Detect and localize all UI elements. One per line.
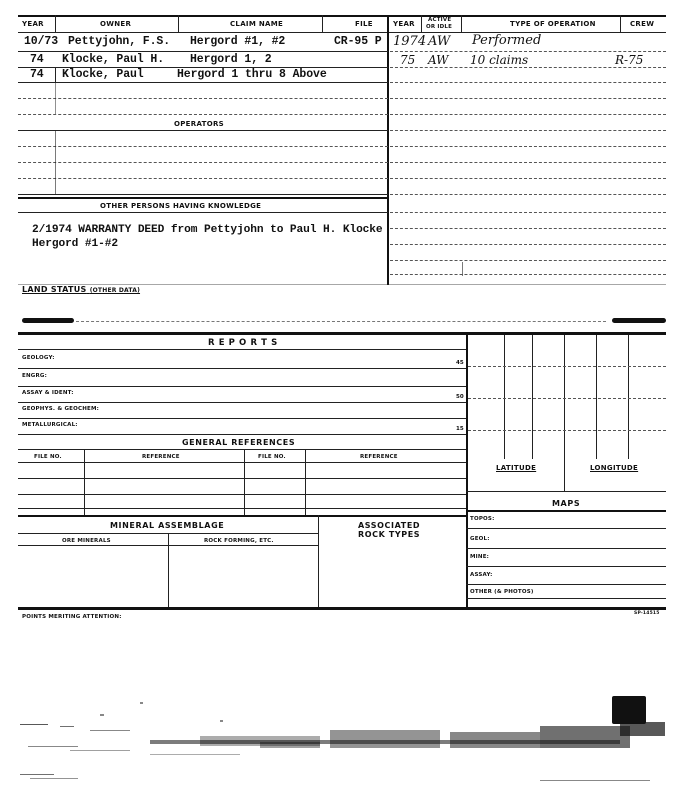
associated-rock-types-line-2: ROCK TYPES [358, 530, 421, 539]
report-assay: ASSAY & IDENT: [22, 390, 74, 396]
land-status-heading: LAND STATUS (OTHER DATA) [22, 285, 141, 294]
owner-row-2-year: 74 [30, 53, 44, 66]
owner-row-3-year: 74 [30, 68, 44, 81]
header-year-2: YEAR [393, 20, 415, 28]
owner-row-3-claim: Hergord 1 thru 8 Above [177, 68, 327, 81]
scan-mark-left [22, 318, 74, 323]
other-persons-line-2: Hergord #1-#2 [32, 238, 118, 250]
report-engrg: ENGRG: [22, 373, 48, 379]
scan-noise [0, 690, 678, 790]
maps-topos: TOPOS: [470, 516, 495, 522]
scan-mark-right [612, 318, 666, 323]
reports-heading: R E P O R T S [208, 338, 278, 348]
report-geophys: GEOPHYS. & GEOCHEM: [22, 406, 100, 412]
maps-geol: GEOL: [470, 536, 490, 542]
owner-row-3-owner: Klocke, Paul [62, 68, 144, 81]
operation-row-2-status: AW [428, 53, 449, 67]
operators-heading: OPERATORS [174, 120, 224, 128]
other-persons-heading: OTHER PERSONS HAVING KNOWLEDGE [100, 202, 262, 210]
rock-forming-header: ROCK FORMING, ETC. [204, 538, 274, 544]
form-number: SP-14515 [634, 611, 660, 616]
header-owner: OWNER [100, 20, 132, 28]
top-border [18, 15, 666, 17]
owner-row-1-file: CR-95 P [334, 35, 382, 48]
general-references-heading: GENERAL REFERENCES [182, 438, 296, 447]
main-divider [387, 15, 389, 285]
latitude-label: LATITUDE [496, 464, 537, 472]
header-active: ACTIVE [428, 17, 452, 23]
operation-row-2-crew: R-75 [615, 53, 644, 67]
points-meriting-attention: POINTS MERITING ATTENTION: [22, 614, 122, 620]
mineral-assemblage-heading: MINERAL ASSEMBLAGE [110, 521, 225, 530]
ore-minerals-header: ORE MINERALS [62, 538, 111, 544]
longitude-label: LONGITUDE [590, 464, 639, 472]
header-crew: CREW [630, 20, 655, 28]
header-type-of-operation: TYPE OF OPERATION [510, 20, 596, 28]
header-or-idle: OR IDLE [426, 24, 453, 30]
reports-top-border [18, 332, 666, 335]
maps-heading: MAPS [552, 499, 581, 508]
header-claim-name: CLAIM NAME [230, 20, 284, 28]
owner-row-2-claim: Hergord 1, 2 [190, 53, 272, 66]
maps-mine: MINE: [470, 554, 490, 560]
header-bottom-line [18, 32, 666, 33]
owner-row-1-claim: Hergord #1, #2 [190, 35, 286, 48]
operation-row-1-status: AW [428, 34, 451, 49]
other-persons-line-1: 2/1974 WARRANTY DEED from Pettyjohn to Paul H. Klocke [32, 224, 383, 236]
owner-row-2-owner: Klocke, Paul H. [62, 53, 165, 66]
report-geology: GEOLOGY: [22, 355, 55, 361]
operation-row-2-year: 75 [400, 53, 416, 67]
header-file: FILE [355, 20, 373, 28]
header-year: YEAR [22, 20, 44, 28]
owner-row-1-owner: Pettyjohn, F.S. [68, 35, 171, 48]
associated-rock-types-line-1: ASSOCIATED [358, 521, 421, 530]
operation-row-1-year: 1974 [393, 34, 427, 49]
maps-other-photos: OTHER (& PHOTOS) [470, 589, 534, 595]
maps-assay: ASSAY: [470, 572, 493, 578]
report-metallurgical: METALLURGICAL: [22, 422, 78, 428]
operation-row-2-type: 10 claims [470, 53, 529, 67]
operation-row-1-type: Performed [472, 33, 542, 48]
owner-row-1-year: 10/73 [24, 35, 59, 48]
